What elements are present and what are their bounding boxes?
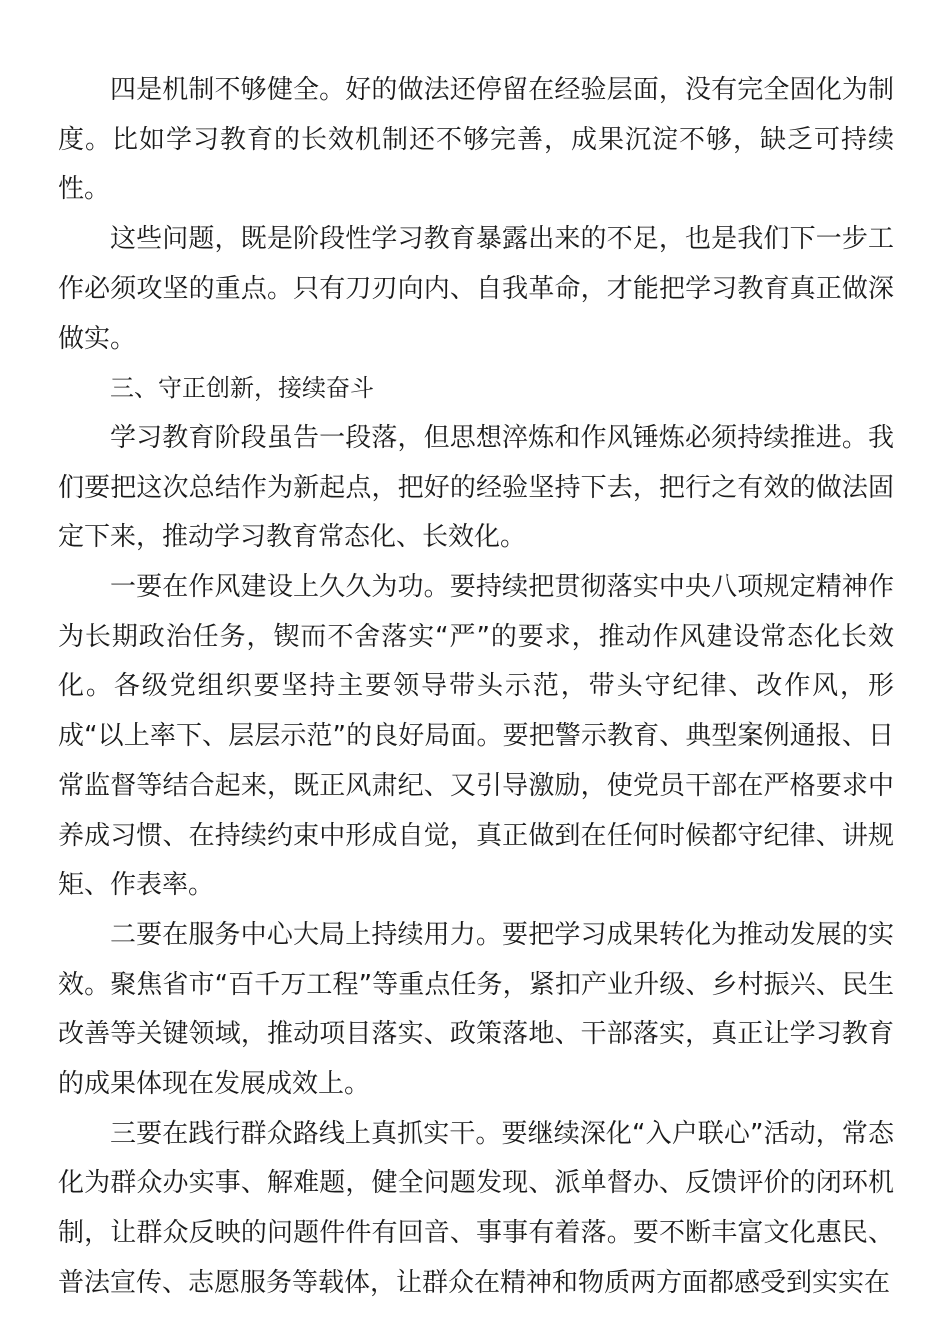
paragraph-problems-summary: 这些问题，既是阶段性学习教育暴露出来的不足，也是我们下一步工作必须攻坚的重点。只有刀刃向内、自我革命，才能把学习教育真正做深做实。 xyxy=(58,224,894,354)
paragraph-mechanism-problem: 四是机制不够健全。好的做法还停留在经验层面，没有完全固化为制度。比如学习教育的长效机制还不够完善，成果沉淀不够，缺乏可持续性。 xyxy=(58,75,894,205)
paragraph-section-intro: 学习教育阶段虽告一段落，但思想淬炼和作风锤炼必须持续推进。我们要把这次总结作为新起点，把好的经验坚持下去，把行之有效的做法固定下来，推动学习教育常态化、长效化。 xyxy=(58,422,894,553)
paragraph-serve-overall: 二要在服务中心大局上持续用力。要把学习成果转化为推动发展的实效。聚焦省市“百千万工程”等重点任务，紧扣产业升级、乡村振兴、民生改善等关键领域，推动项目落实、政策落地、干部落实，真正让学习教育的成果体现在发展成效上。 xyxy=(58,919,894,1100)
document-body xyxy=(58,66,894,1309)
paragraph-work-style: 一要在作风建设上久久为功。要持续把贯彻落实中央八项规定精神作为长期政治任务，锲而不舍落实“严”的要求，推动作风建设常态化长效化。各级党组织要坚持主要领导带头示范，带头守纪律、改作风，形成“以上率下、层层示范”的良好局面。要把警示教育、典型案例通报、日常监督等结合起来，既正风肃纪、又引导激励，使党员干部在严格要求中养成习惯、在持续约束中形成自觉，真正做到在任何时候都守纪律、讲规矩、作表率。 xyxy=(58,572,894,901)
section-heading: 三、守正创新，接续奋斗 xyxy=(110,374,374,403)
paragraph-mass-line: 三要在践行群众路线上真抓实干。要继续深化“入户联心”活动，常态化为群众办实事、解难题，健全问题发现、派单督办、反馈评价的闭环机制，让群众反映的问题件件有回音、事事有着落。要不断丰富文化惠民、普法宣传、志愿服务等载体，让群众在精神和物质两方面都感受到实实在 xyxy=(58,1118,894,1298)
